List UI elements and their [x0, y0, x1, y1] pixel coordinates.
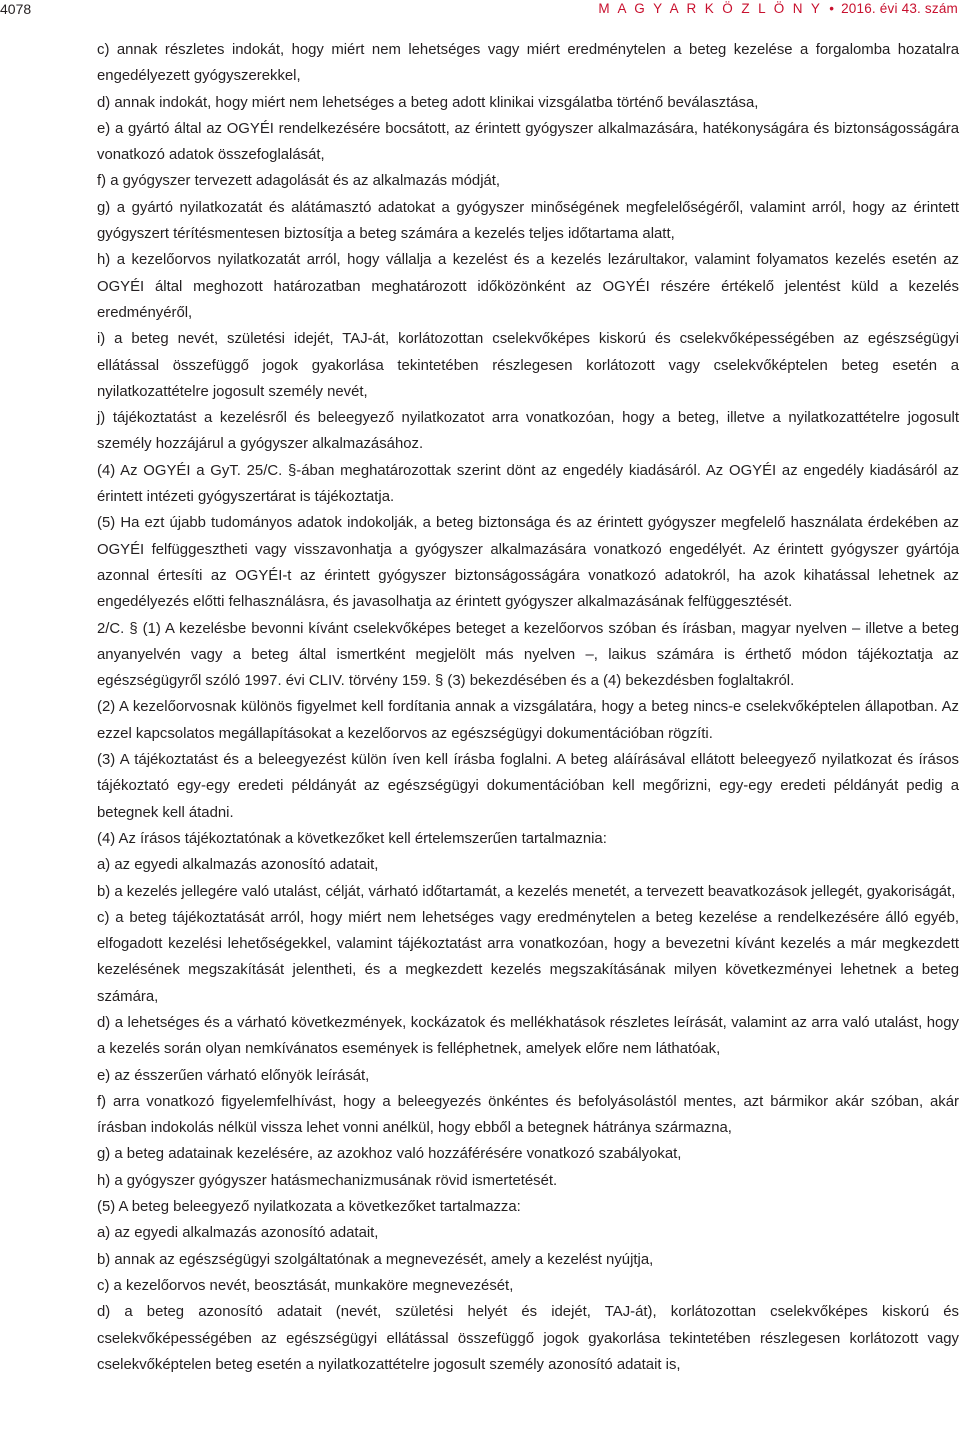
list-item-consent-d: d) a beteg azonosító adatait (nevét, születési helyét és idejét, TAJ-át), korlátozottan cselekvőképes kiskorú és cselekvőképességében az egészségügyi ellátással összefüggő jogok gyakorlása tekintetében részlegesen korlátozott vagy cselekvőképtelen beteg esetén a nyilatkozattételre jogosult személy azonosító adatait is,: [97, 1304, 959, 1373]
section-2c-3-written-consent: (3) A tájékoztatást és a beleegyezést külön íven kell írásba foglalni. A beteg aláírásával ellátott beleegyező nyilatkozat és írásos tájékoztató egy-egy eredeti példányát az egészségügyi dokumentációban kell megőrizni, egy-egy eredeti példányát pedig a betegnek kell átadni.: [97, 752, 959, 821]
list-item-consent-c: c) a kezelőorvos nevét, beosztását, munkaköre megnevezését,: [97, 1277, 514, 1294]
page-number: 4078: [0, 1, 32, 17]
list-item-leaflet-f: f) arra vonatkozó figyelemfelhívást, hogy a beleegyezés önkéntes és befolyásolástól mentes, azt bármikor akár szóban, akár írásban indokolás nélkül vissza lehet vonni anélkül, hogy ebből a betegnek hátránya származna,: [97, 1093, 959, 1137]
paragraph-d-trial-exclusion: d) annak indokát, hogy miért nem lehetséges a beteg adott klinikai vizsgálatba történő beválasztása,: [97, 94, 759, 111]
list-item-leaflet-h: h) a gyógyszer gyógyszer hatásmechanizmusának rövid ismertetését.: [97, 1172, 558, 1189]
paragraph-4-permit-decision: (4) Az OGYÉI a GyT. 25/C. §-ában meghatározottak szerint dönt az engedély kiadásáról. Az OGYÉI az engedély kiadásáról az érintett intézeti gyógyszertárat is tájékoztatja.: [97, 462, 959, 506]
paragraph-c-justification: c) annak részletes indokát, hogy miért nem lehetséges vagy miért eredménytelen a beteg kezelése a forgalomba hozatalra engedélyezett gyógyszerekkel,: [97, 42, 959, 85]
paragraph-5-permit-suspension: (5) Ha ezt újabb tudományos adatok indokolják, a beteg biztonsága és az érintett gyógyszer megfelelő használata érdekében az OGYÉI felfüggesztheti vagy visszavonhatja a gyógyszer alkalmazására vonatkozó engedélyét. Az érintett gyógyszer gyártója azonnal értesíti az OGYÉI-t az érintett gyógyszer biztonságosságára vonatkozó adatokról, ha azok kihatással lehetnek az engedélyezés előtti felhasználásra, és javasolhatja az érintett gyógyszer alkalmazásának felfüggesztését.: [97, 515, 959, 611]
paragraph-h-physician-statement: h) a kezelőorvos nyilatkozatát arról, hogy vállalja a kezelést és a kezelés lezárultakor, valamint folyamatos kezelés esetén az OGYÉI által meghozott határozatban meghatározott időközönként az OGYÉI részére értékelő jelentést küld a kezelés eredményéről,: [97, 252, 959, 321]
paragraph-f-dosage: f) a gyógyszer tervezett adagolását és az alkalmazás módját,: [97, 173, 501, 190]
paragraph-j-information-consent: j) tájékoztatást a kezelésről és beleegyező nyilatkozatot arra vonatkozóan, hogy a beteg, illetve a nyilatkozattételre jogosult személy hozzájárul a gyógyszer alkalmazásához.: [97, 410, 959, 453]
paragraph-g-manufacturer-statement: g) a gyártó nyilatkozatát és alátámasztó adatokat a gyógyszer minőségének megfelelőségéről, valamint arról, hogy az érintett gyógyszert térítésmentesen biztosítja a beteg számára a kezelés teljes időtartama alatt,: [97, 199, 959, 243]
section-2c-5-consent-contents: (5) A beteg beleegyező nyilatkozata a következőket tartalmazza:: [97, 1199, 521, 1216]
section-2c-1-patient-information: 2/C. § (1) A kezelésbe bevonni kívánt cselekvőképes beteget a kezelőorvos szóban és írásban, magyar nyelven – illetve a beteg anyanyelvén vagy a beteg által ismertként megjelölt más nyelven –, laikus számára is érthető módon tájékoztatja az egészségügyről szóló 1997. évi CLIV. törvény 159. § (3) bekezdésében és a (4) bekezdésben foglaltakról.: [97, 620, 959, 690]
section-2c-2-capacity-check: (2) A kezelőorvosnak különös figyelmet kell fordítania annak a vizsgálatára, hogy a beteg nincs-e cselekvőképtelen állapotban. Az ezzel kapcsolatos megállapításokat a kezelőorvos az egészségügyi dokumentációban rögzíti.: [97, 699, 959, 742]
list-item-leaflet-a: a) az egyedi alkalmazás azonosító adatait,: [97, 857, 379, 874]
gazette-title: M A G Y A R K Ö Z L Ö N Y: [598, 1, 823, 16]
paragraph-e-manufacturer-data: e) a gyártó által az OGYÉI rendelkezésére bocsátott, az érintett gyógyszer alkalmazására, hatékonyságára és biztonságosságára vonatkozó adatok összefoglalását,: [97, 120, 959, 164]
list-item-leaflet-g: g) a beteg adatainak kezelésére, az azokhoz való hozzáférésére vonatkozó szabályokat,: [97, 1146, 682, 1163]
list-item-leaflet-d: d) a lehetséges és a várható következmények, kockázatok és mellékhatások részletes leírását, valamint az arra való utalást, hogy a kezelés során olyan nemkívánatos események is felléphetnek, amelyek előre nem láthatóak,: [97, 1014, 959, 1058]
list-item-consent-a: a) az egyedi alkalmazás azonosító adatait,: [97, 1225, 379, 1242]
list-item-leaflet-c: c) a beteg tájékoztatását arról, hogy miért nem lehetséges vagy eredménytelen a beteg kezelése a rendelkezésére álló egyéb, elfogadott kezelési lehetőségekkel, valamint tájékoztatást arra vonatkozóan, hogy a bevezetni kívánt kezelés a már megkezdett kezelésének megszakítását jelentheti, és a megkezdett kezelés megszakításának milyen következményei lehetnek a beteg számára,: [97, 909, 959, 1005]
list-item-consent-b: b) annak az egészségügyi szolgáltatónak a megnevezését, amely a kezelést nyújtja,: [97, 1251, 654, 1268]
page-header: [0, 0, 960, 20]
section-2c-4-leaflet-contents: (4) Az írásos tájékoztatónak a következőket kell értelemszerűen tartalmaznia:: [97, 830, 607, 847]
paragraph-i-patient-identity: i) a beteg nevét, születési idejét, TAJ-át, korlátozottan cselekvőképes kiskorú és cselekvőképességében az egészségügyi ellátással összefüggő jogok gyakorlása tekintetében részlegesen korlátozott vagy cselekvőképtelen beteg esetén a nyilatkozattételre jogosult személy nevét,: [97, 331, 959, 400]
gazette-info: [598, 1, 958, 17]
document-body: [97, 37, 959, 1378]
gazette-issue: 2016. évi 43. szám: [841, 1, 958, 16]
list-item-leaflet-e: e) az ésszerűen várható előnyök leírását,: [97, 1067, 370, 1084]
header-bullet: •: [829, 1, 835, 16]
list-item-leaflet-b: b) a kezelés jellegére való utalást, célját, várható időtartamát, a kezelés menetét, a tervezett beavatkozások jellegét, gyakoriságát,: [97, 883, 956, 900]
